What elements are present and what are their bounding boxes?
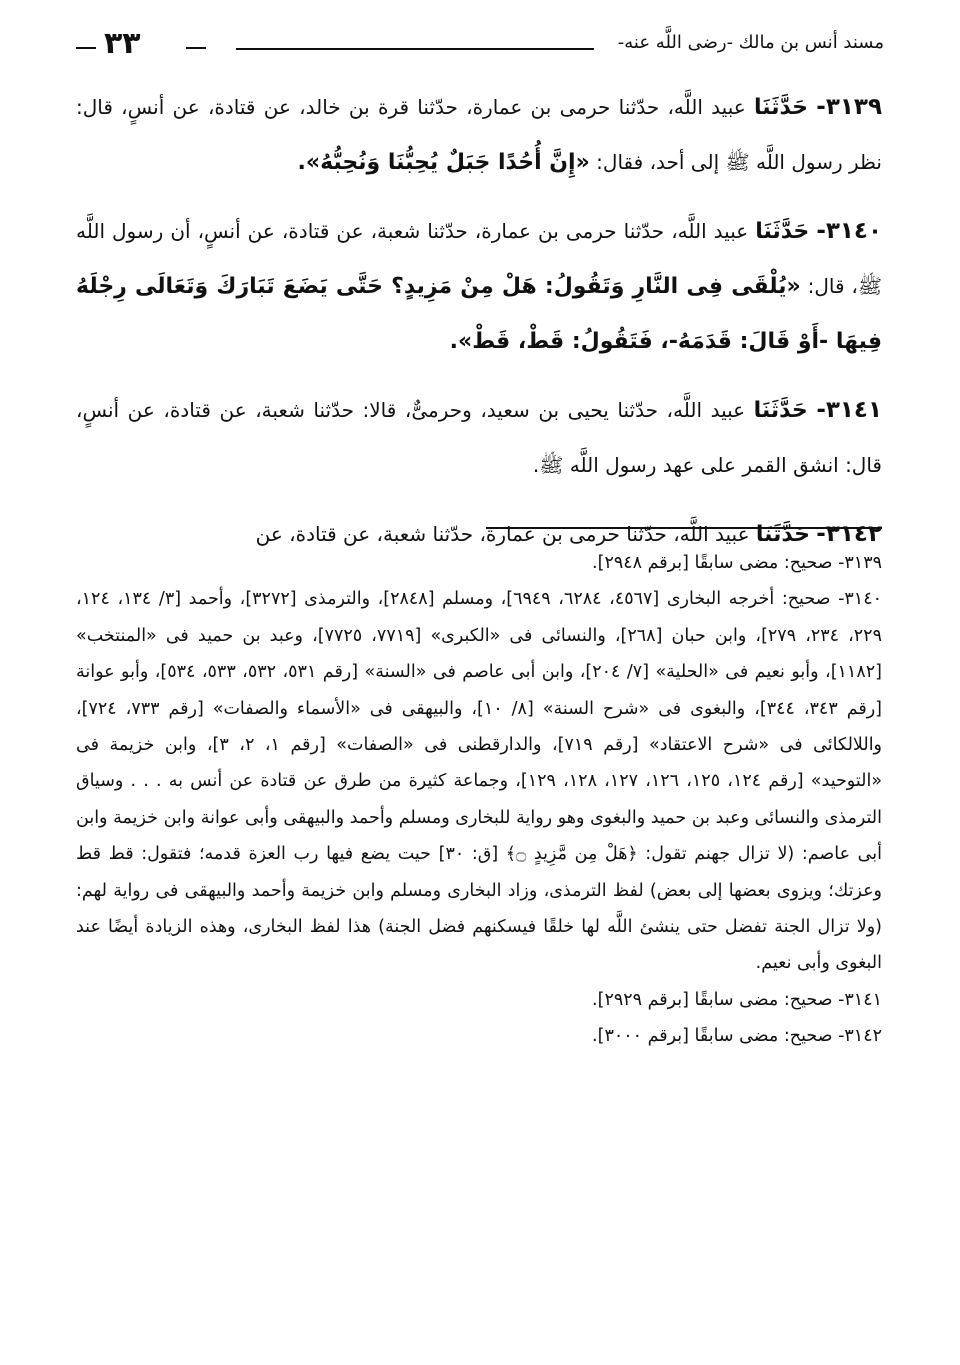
footnote (76, 581, 882, 981)
hadith-lead: حَدَّثَنَا (755, 522, 810, 547)
hadith-number: ٣١٤٢- (816, 521, 882, 547)
footnote-label: ٣١٤١- صحيح: (783, 989, 882, 1010)
hadith-number: ٣١٤٠- (816, 218, 883, 244)
hadith-entry (76, 80, 882, 190)
footnote-label: ٣١٤٢- صحيح: (783, 1026, 882, 1047)
hadith-number: ٣١٤١- (816, 397, 883, 423)
footnote-label: ٣١٤٠- صحيح: (781, 589, 882, 610)
hadith-isnad: عبيد اللَّه، حدّثنا حرمى بن عمارة، حدّثنا شعبة، عن قتادة، عن أنسٍ، أن رسول اللَّه ﷺ، قال: (76, 219, 882, 298)
hadith-lead: حَدَّثَنَا (755, 219, 810, 244)
footnote (76, 545, 882, 581)
footnote-text: مضى سابقًا [برقم ٣٠٠٠]. (592, 1026, 779, 1047)
header-rule (236, 48, 594, 50)
hadith-matn: «إِنَّ أُحُدًا جَبَلٌ يُحِبُّنَا وَنُحِبُّهُ». (297, 150, 590, 175)
footnote-text: أخرجه البخارى [٤٥٦٧، ٦٢٨٤، ٦٩٤٩]، ومسلم [٢٨٤٨]، والترمذى [٣٢٧٢]، وأحمد [٣/ ١٣٤، ١٢٤، ٢٢٩، ٢٣٤، ٢٧٩]، وابن حبان [٢٦٨]، والنسائى فى «الكبرى» [٧٧١٩، ٧٧٢٥]، وعبد بن حميد فى «المنتخب» [١١٨٢]، وأبو نعيم فى «الحلية» [٧/ ٢٠٤]، وابن أبى عاصم فى «السنة» [رقم ٥٣١، ٥٣٢، ٥٣٣، ٥٣٤]، وأبو عوانة [رقم ٣٤٣، ٣٤٤]، والبغوى فى «شرح السنة» [٨/ ١٠]، والبيهقى فى «الأسماء والصفات» [رقم ٧٣٣، ٧٢٤]، واللالكائى فى «شرح الاعتقاد» [رقم ٧١٩]، والدارقطنى فى «الصفات» [رقم ١، ٢، ٣]، وابن خزيمة فى «التوحيد» [رقم ١٢٤، ١٢٥، ١٢٦، ١٢٧، ١٢٨، ١٢٩]، وجماعة كثيرة من طرق عن قتادة عن أنس به . . . وسياق الترمذى والنسائى وعبد بن حميد والبغوى وهو رواية للبخارى ومسلم وأحمد والبيهقى وأبى عوانة وابن خزيمة وابن أبى عاصم: (لا تزال جهنم تقول: ﴿هَلْ مِن مَّزِيدٍ ۝﴾ [ق: ٣٠] حيت يضع فيها رب العزة قدمه؛ فتقول: قط قط وعزتك؛ ويزوى بعضها إلى بعض) لفظ الترمذى، وزاد البخارى ومسلم وابن خزيمة وأحمد والبيهقى فى رواية لهم: (ولا تزال الجنة تفضل حتى ينشئ اللَّه لها خلقًا فيسكنهم فضل الجنة) هذا لفظ البخارى، وهذه الزيادة أيضًا عند البغوى وأبى نعيم. (76, 589, 883, 974)
hadith-isnad: عبيد اللَّه، حدّثنا حرمى بن عمارة، حدّثنا قرة بن خالد، عن قتادة، عن أنسٍ، قال: نظر رسول اللَّه ﷺ إلى أحد، فقال: (76, 95, 882, 174)
hadith-lead: حَدَّثَنَا (753, 398, 808, 423)
page-number: ٣٣ (104, 26, 141, 61)
footnotes (76, 545, 882, 1055)
hadith-entry (76, 383, 882, 493)
hadith-matn: «يُلْقَى فِى النَّارِ وَتَقُولُ: هَلْ مِنْ مَزِيدٍ؟ حَتَّى يَضَعَ تَبَارَكَ وَتَعَالَى رِجْلَهُ فِيهَا -أَوْ قَالَ: قَدَمَهُ-، فَتَقُولُ: قَطْ، قَطْ». (76, 274, 882, 354)
hadith-isnad: عبيد اللَّه، حدّثنا يحيى بن سعيد، وحرمىٌّ، قالا: حدّثنا شعبة، عن قتادة، عن أنسٍ، قال: انشق القمر على عهد رسول اللَّه ﷺ. (76, 398, 882, 477)
hadith-number: ٣١٣٩- (816, 94, 882, 120)
footnote (76, 982, 882, 1018)
footnote-label: ٣١٣٩- صحيح: (783, 553, 882, 573)
hadith-lead: حَدَّثَنَا (753, 95, 809, 120)
header-dash (76, 47, 96, 49)
footnote-text: مضى سابقًا [برقم ٢٩٢٩]. (592, 989, 779, 1010)
hadith-isnad: عبيد اللَّه، حدّثنا حرمى بن عمارة، حدّثنا شعبة، عن قتادة، عن (255, 522, 750, 546)
running-title: مسند أنس بن مالك -رضى اللَّه عنه- (617, 32, 884, 53)
header-dash (186, 47, 206, 49)
main-text (76, 80, 882, 576)
footnote-text: مضى سابقًا [برقم ٢٩٤٨]. (592, 553, 779, 573)
footnote-separator (486, 527, 882, 529)
footnote (76, 1018, 882, 1054)
hadith-entry (76, 204, 882, 369)
running-header (76, 28, 884, 68)
